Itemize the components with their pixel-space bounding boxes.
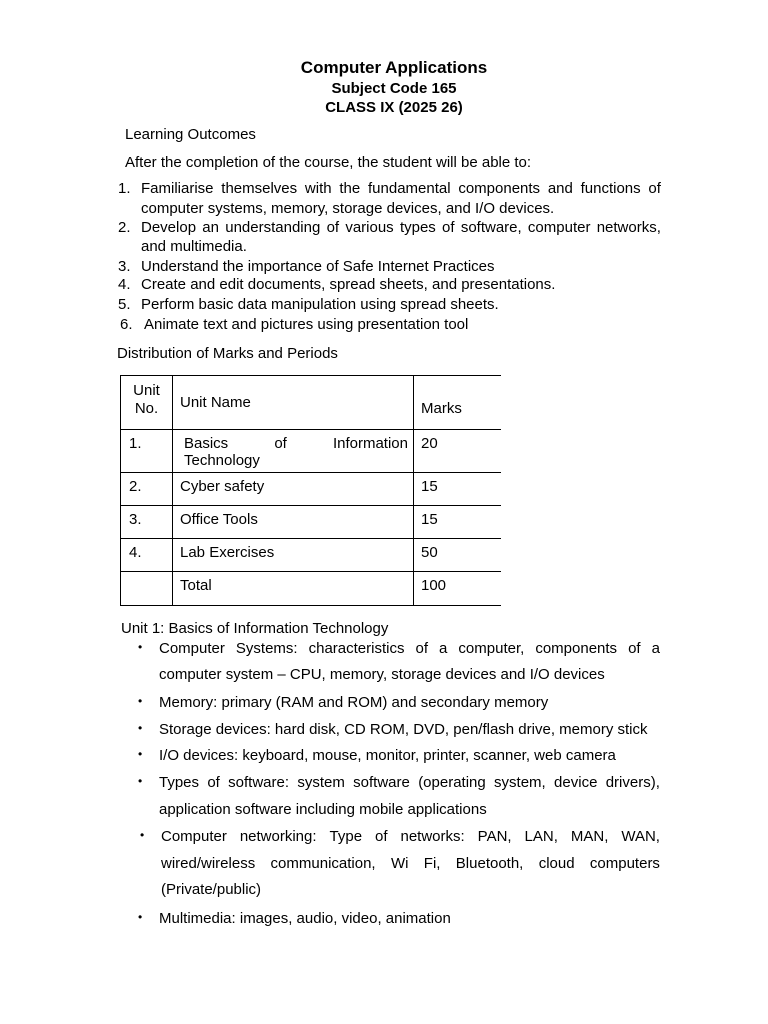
list-text: Types of software: system software (operating system, device drivers), [159, 774, 660, 791]
cell-marks: 15 [414, 473, 502, 506]
cell-unit-no [121, 572, 173, 606]
list-text: Memory: primary (RAM and ROM) and secondary memory [159, 694, 549, 711]
list-text: and multimedia. [141, 238, 247, 255]
cell-unit-name: Total [173, 572, 414, 606]
cell-marks: 15 [414, 506, 502, 539]
cell-marks: 100 [414, 572, 502, 606]
list-number: 2. [118, 219, 131, 236]
bullet-icon: • [138, 694, 143, 708]
table-row [121, 473, 502, 506]
cell-unit-name: Lab Exercises [173, 539, 414, 572]
table-row [121, 539, 502, 572]
list-text: Understand the importance of Safe Internet Practices [141, 258, 495, 275]
table-row [121, 506, 502, 539]
page-title: Computer Applications [300, 58, 488, 77]
list-number: 3. [118, 258, 131, 275]
cell-unit-no: 4. [121, 539, 173, 572]
cell-text: Basics of Information [184, 435, 408, 452]
marks-table [120, 375, 501, 606]
list-number: 5. [118, 296, 131, 313]
cell-unit-no: 3. [121, 506, 173, 539]
bullet-icon: • [138, 747, 143, 761]
list-text: application software including mobile applications [159, 801, 487, 818]
col-header-unit-no [121, 376, 173, 430]
unit1-heading: Unit 1: Basics of Information Technology [121, 620, 389, 637]
list-text: Storage devices: hard disk, CD ROM, DVD, pen/flash drive, memory stick [159, 721, 648, 738]
bullet-icon: • [138, 774, 143, 788]
col-header-unit-name [173, 376, 414, 430]
cell-unit-name: Office Tools [173, 506, 414, 539]
learning-outcomes-intro: After the completion of the course, the student will be able to: [125, 154, 532, 171]
list-text: I/O devices: keyboard, mouse, monitor, printer, scanner, web camera [159, 747, 616, 764]
learning-outcomes-heading: Learning Outcomes [125, 126, 256, 143]
list-text: Familiarise themselves with the fundamental components and functions of [141, 180, 661, 197]
bullet-icon: • [138, 910, 143, 924]
cell-unit-no: 2. [121, 473, 173, 506]
col-header-text: Unit Name [180, 394, 251, 411]
cell-marks: 20 [414, 430, 502, 473]
list-number: 6. [120, 316, 133, 333]
list-number: 1. [118, 180, 131, 197]
bullet-icon: • [140, 828, 145, 842]
bullet-icon: • [138, 721, 143, 735]
list-text: Animate text and pictures using presentation tool [144, 316, 469, 333]
cell-unit-no: 1. [121, 430, 173, 473]
table-header-row [121, 376, 502, 430]
list-text: Perform basic data manipulation using spread sheets. [141, 296, 499, 313]
cell-marks: 50 [414, 539, 502, 572]
list-text: Develop an understanding of various types of software, computer networks, [141, 219, 661, 236]
subject-code: Subject Code 165 [331, 80, 457, 97]
list-text: Computer networking: Type of networks: PAN, LAN, MAN, WAN, [161, 828, 660, 845]
distribution-heading: Distribution of Marks and Periods [117, 345, 338, 362]
list-text: Create and edit documents, spread sheets, and presentations. [141, 276, 556, 293]
table-total-row [121, 572, 502, 606]
bullet-icon: • [138, 640, 143, 654]
list-number: 4. [118, 276, 131, 293]
col-header-text: No. [134, 400, 159, 417]
cell-text: Technology [184, 452, 260, 469]
list-text: Computer Systems: characteristics of a computer, components of a [159, 640, 660, 657]
table-row [121, 430, 502, 473]
list-text: Multimedia: images, audio, video, animation [159, 910, 451, 927]
cell-unit-name: Cyber safety [173, 473, 414, 506]
cell-unit-name [173, 430, 414, 473]
col-header-text: Unit [133, 382, 160, 399]
class-line: CLASS IX (2025 26) [325, 99, 463, 116]
list-text: wired/wireless communication, Wi Fi, Bluetooth, cloud computers [161, 855, 660, 872]
list-text: (Private/public) [161, 881, 262, 898]
list-text: computer systems, memory, storage devices, and I/O devices. [141, 200, 555, 217]
col-header-marks [414, 376, 502, 430]
col-header-text: Marks [421, 400, 462, 417]
list-text: computer system – CPU, memory, storage devices and I/O devices [159, 666, 605, 683]
